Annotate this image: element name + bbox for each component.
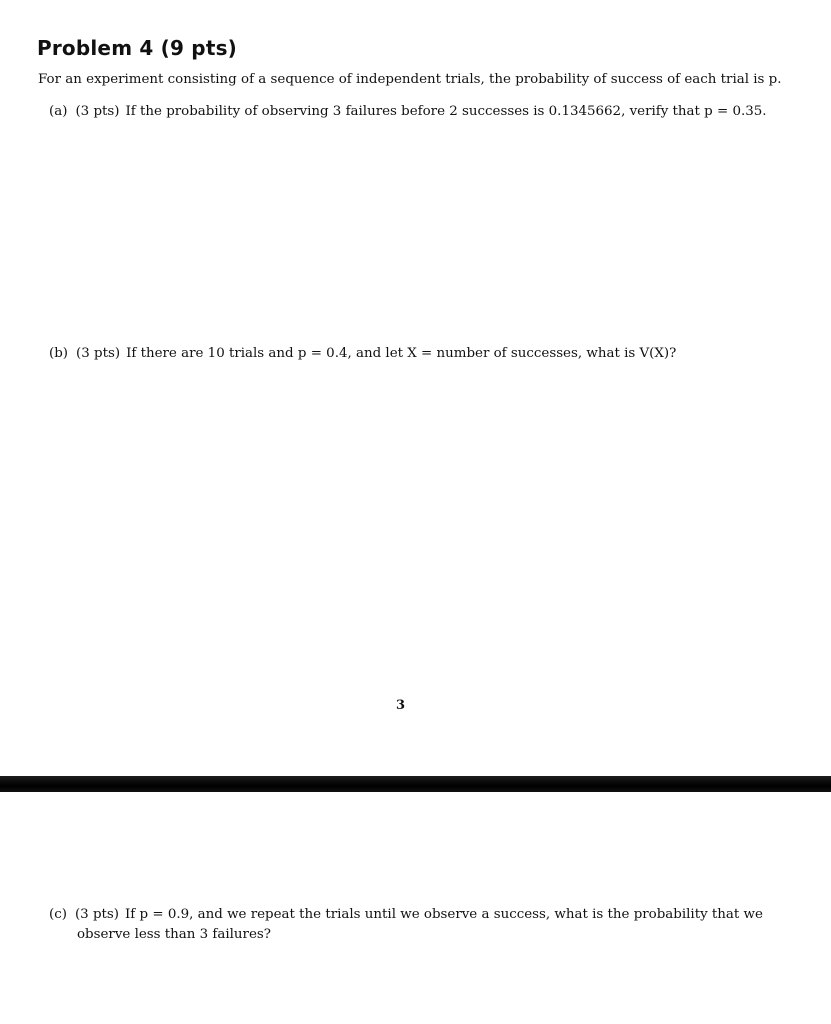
part-c-label: (c) [49,907,67,922]
part-b-points: (3 pts) [76,346,121,361]
part-a-text: If the probability of observing 3 failures before 2 successes is 0.1345662, verify that p = 0.35. [125,104,767,119]
part-a [49,102,767,121]
page-separator [0,776,831,792]
part-c [49,905,763,924]
part-c-text-continued: observe less than 3 failures? [77,927,271,942]
part-c-text: If p = 0.9, and we repeat the trials until we observe a success, what is the probability that we [125,907,763,922]
part-b-text: If there are 10 trials and p = 0.4, and let X = number of successes, what is V(X)? [126,346,677,361]
exam-page-bottom [0,792,831,1024]
part-c-points: (3 pts) [74,907,120,922]
part-a-points: (3 pts) [75,104,120,119]
problem-title: Problem 4 (9 pts) [37,36,238,60]
problem-intro: For an experiment consisting of a sequence of independent trials, the probability of success of each trial is p. [38,72,782,87]
part-b [49,344,676,363]
part-b-label: (b) [49,346,69,361]
part-a-label: (a) [49,104,68,119]
page-number: 3 [396,698,406,713]
